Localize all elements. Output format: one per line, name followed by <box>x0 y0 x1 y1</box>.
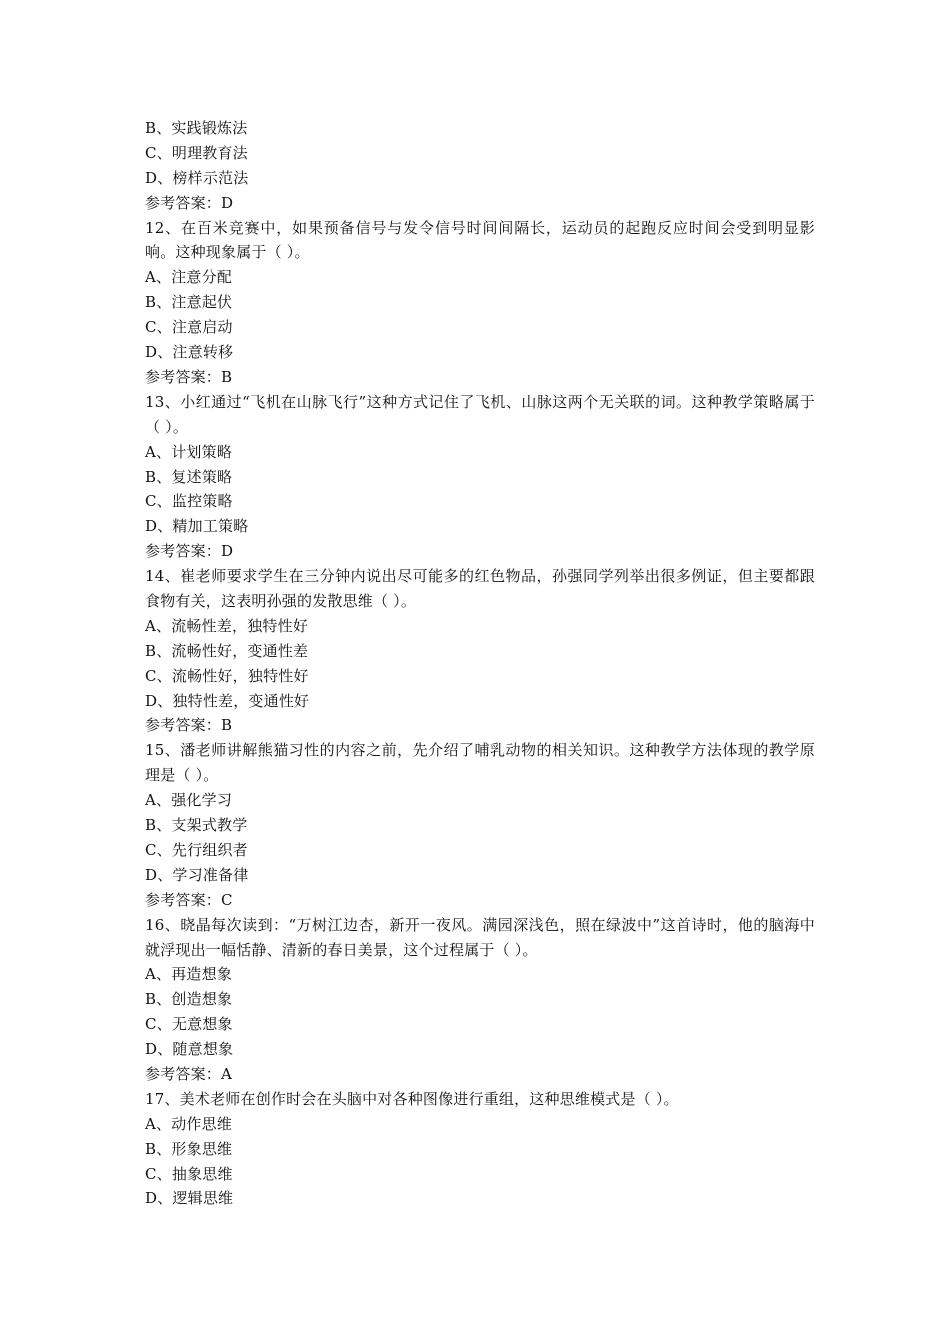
option-b: B、形象思维 <box>145 1139 233 1158</box>
option-c: C、流畅性好，独特性好 <box>145 666 309 685</box>
answer-line: 参考答案：D <box>145 542 234 561</box>
question-13 <box>145 390 815 564</box>
option-b: B、支架式教学 <box>145 816 248 835</box>
option-c: C、抽象思维 <box>145 1164 233 1183</box>
question-text: 13、小红通过“飞机在山脉飞行”这种方式记住了飞机、山脉这两个无关联的词。这种教学策略属于（ ）。 <box>145 392 815 436</box>
option-b: B、复述策略 <box>145 467 233 486</box>
question-14 <box>145 564 815 738</box>
option-d: D、学习准备律 <box>145 865 249 884</box>
option-b: B、注意起伏 <box>145 293 233 312</box>
option-a: A、强化学习 <box>145 791 233 810</box>
option-d: D、榜样示范法 <box>145 168 249 187</box>
question-15 <box>145 738 815 912</box>
option-b: B、实践锻炼法 <box>145 119 248 137</box>
question-text: 17、美术老师在创作时会在头脑中对各种图像进行重组，这种思维模式是（ ）。 <box>145 1089 679 1108</box>
question-17 <box>145 1087 815 1211</box>
option-d: D、随意想象 <box>145 1040 234 1059</box>
answer-line: 参考答案：B <box>145 716 233 735</box>
option-a: A、注意分配 <box>145 268 233 287</box>
option-b: B、创造想象 <box>145 990 233 1009</box>
option-d: D、逻辑思维 <box>145 1189 234 1208</box>
answer-line: 参考答案：C <box>145 890 233 909</box>
option-a: A、流畅性差，独特性好 <box>145 616 309 635</box>
option-c: C、明理教育法 <box>145 143 248 162</box>
option-c: C、监控策略 <box>145 492 233 511</box>
option-d: D、独特性差，变通性好 <box>145 691 310 710</box>
option-b: B、流畅性好，变通性差 <box>145 641 309 660</box>
question-text: 15、潘老师讲解熊猫习性的内容之前，先介绍了哺乳动物的相关知识。这种教学方法体现的教学原理是（ ）。 <box>145 741 815 785</box>
question-16 <box>145 913 815 1087</box>
question-text: 12、在百米竞赛中，如果预备信号与发令信号时间间隔长，运动员的起跑反应时间会受到明显影响。这种现象属于（ ）。 <box>145 218 815 262</box>
question-text: 14、崔老师要求学生在三分钟内说出尽可能多的红色物品，孙强同学列举出很多例证，但主要都跟食物有关，这表明孙强的发散思维（ ）。 <box>145 567 815 610</box>
answer-line: 参考答案：A <box>145 1065 233 1083</box>
answer-line: 参考答案：D <box>145 193 234 212</box>
option-c: C、无意想象 <box>145 1015 233 1034</box>
option-c: C、先行组织者 <box>145 840 248 859</box>
option-c: C、注意启动 <box>145 318 233 337</box>
option-d: D、精加工策略 <box>145 517 249 536</box>
option-a: A、动作思维 <box>145 1114 233 1133</box>
option-d: D、注意转移 <box>145 343 234 362</box>
option-a: A、再造想象 <box>145 965 233 984</box>
answer-line: 参考答案：B <box>145 367 233 386</box>
question-12 <box>145 216 815 390</box>
question-text: 16、晓晶每次读到：“万树江边杏，新开一夜风。满园深浅色，照在绿波中”这首诗时，他的脑海中就浮现出一幅恬静、清新的春日美景，这个过程属于（ ）。 <box>145 915 815 959</box>
document-page <box>145 116 815 1211</box>
option-a: A、计划策略 <box>145 442 233 461</box>
